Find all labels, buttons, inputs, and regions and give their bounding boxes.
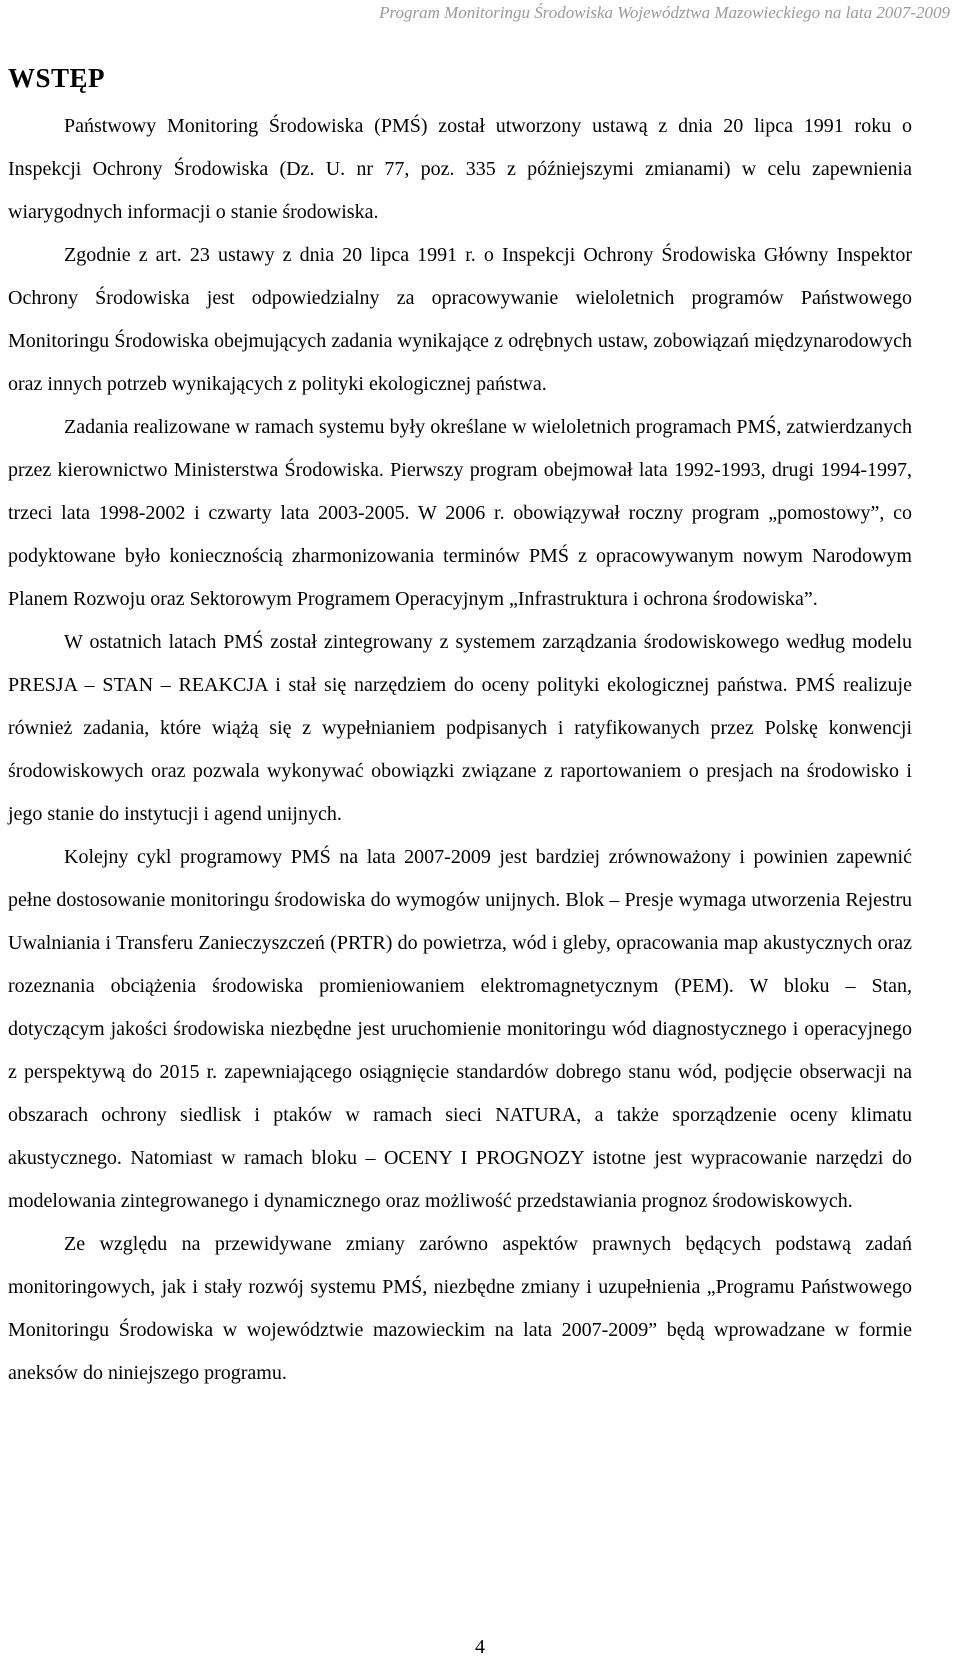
section-title: WSTĘP [8,63,106,93]
paragraph-pms-establishment: Państwowy Monitoring Środowiska (PMŚ) został utworzony ustawą z dnia 20 lipca 1991 roku o Inspekcji Ochrony Środowiska (Dz. U. nr 77, poz. 335 z późniejszymi zmianami) w celu zapewnienia wiarygodnych informacji o stanie środowiska. [8,115,912,223]
paragraph-legal-basis: Zgodnie z art. 23 ustawy z dnia 20 lipca 1991 r. o Inspekcji Ochrony Środowiska Główny Inspektor Ochrony Środowiska jest odpowiedzialny za opracowywanie wieloletnich programów Państwowego Monitoringu Środowiska obejmujących zadania wynikające z odrębnych ustaw, zobowiązań międzynarodowych oraz innych potrzeb wynikających z polityki ekologicznej państwa. [8,244,912,395]
paragraph-cycle-2007-2009: Kolejny cykl programowy PMŚ na lata 2007-2009 jest bardziej zrównoważony i powinien zapewnić pełne dostosowanie monitoringu środowiska do wymogów unijnych. Blok – Presje wymaga utworzenia Rejestru Uwalniania i Transferu Zanieczyszczeń (PRTR) do powietrza, wód i gleby, opracowania map akustycznych oraz rozeznania obciążenia środowiska promieniowaniem elektromagnetycznym (PEM). W bloku – Stan, dotyczącym jakości środowiska niezbędne jest uruchomienie monitoringu wód diagnostycznego i operacyjnego z perspektywą do 2015 r. zapewniającego osiągnięcie standardów dobrego stanu wód, podjęcie obserwacji na obszarach ochrony siedlisk i ptaków w ramach sieci NATURA, a także sporządzenie oceny klimatu akustycznego. Natomiast w ramach bloku – OCENY I PROGNOZY istotne jest wypracowanie narzędzi do modelowania zintegrowanego i dynamicznego oraz możliwość przedstawiania prognoz środowiskowych. [8,846,912,1212]
page-number: 4 [475,1636,485,1658]
paragraph-integration: W ostatnich latach PMŚ został zintegrowany z systemem zarządzania środowiskowego według modelu PRESJA – STAN – REAKCJA i stał się narzędziem do oceny polityki ekologicznej państwa. PMŚ realizuje również zadania, które wiążą się z wypełnianiem podpisanych i ratyfikowanych przez Polskę konwencji środowiskowych oraz pozwala wykonywać obowiązki związane z raportowaniem o presjach na środowisko i jego stanie do instytucji i agend unijnych. [8,631,912,825]
paragraph-amendments: Ze względu na przewidywane zmiany zarówno aspektów prawnych będących podstawą zadań monitoringowych, jak i stały rozwój systemu PMŚ, niezbędne zmiany i uzupełnienia „Programu Państwowego Monitoringu Środowiska w województwie mazowieckim na lata 2007-2009” będą wprowadzane w formie aneksów do niniejszego programu. [8,1233,912,1384]
paragraph-program-history: Zadania realizowane w ramach systemu były określane w wieloletnich programach PMŚ, zatwierdzanych przez kierownictwo Ministerstwa Środowiska. Pierwszy program obejmował lata 1992-1993, drugi 1994-1997, trzeci lata 1998-2002 i czwarty lata 2003-2005. W 2006 r. obowiązywał roczny program „pomostowy”, co podyktowane było koniecznością zharmonizowania terminów PMŚ z opracowywanym nowym Narodowym Planem Rozwoju oraz Sektorowym Programem Operacyjnym „Infrastruktura i ochrona środowiska”. [8,416,912,610]
body-text [8,105,912,1395]
running-header: Program Monitoringu Środowiska Województwa Mazowieckiego na lata 2007-2009 [379,3,950,22]
